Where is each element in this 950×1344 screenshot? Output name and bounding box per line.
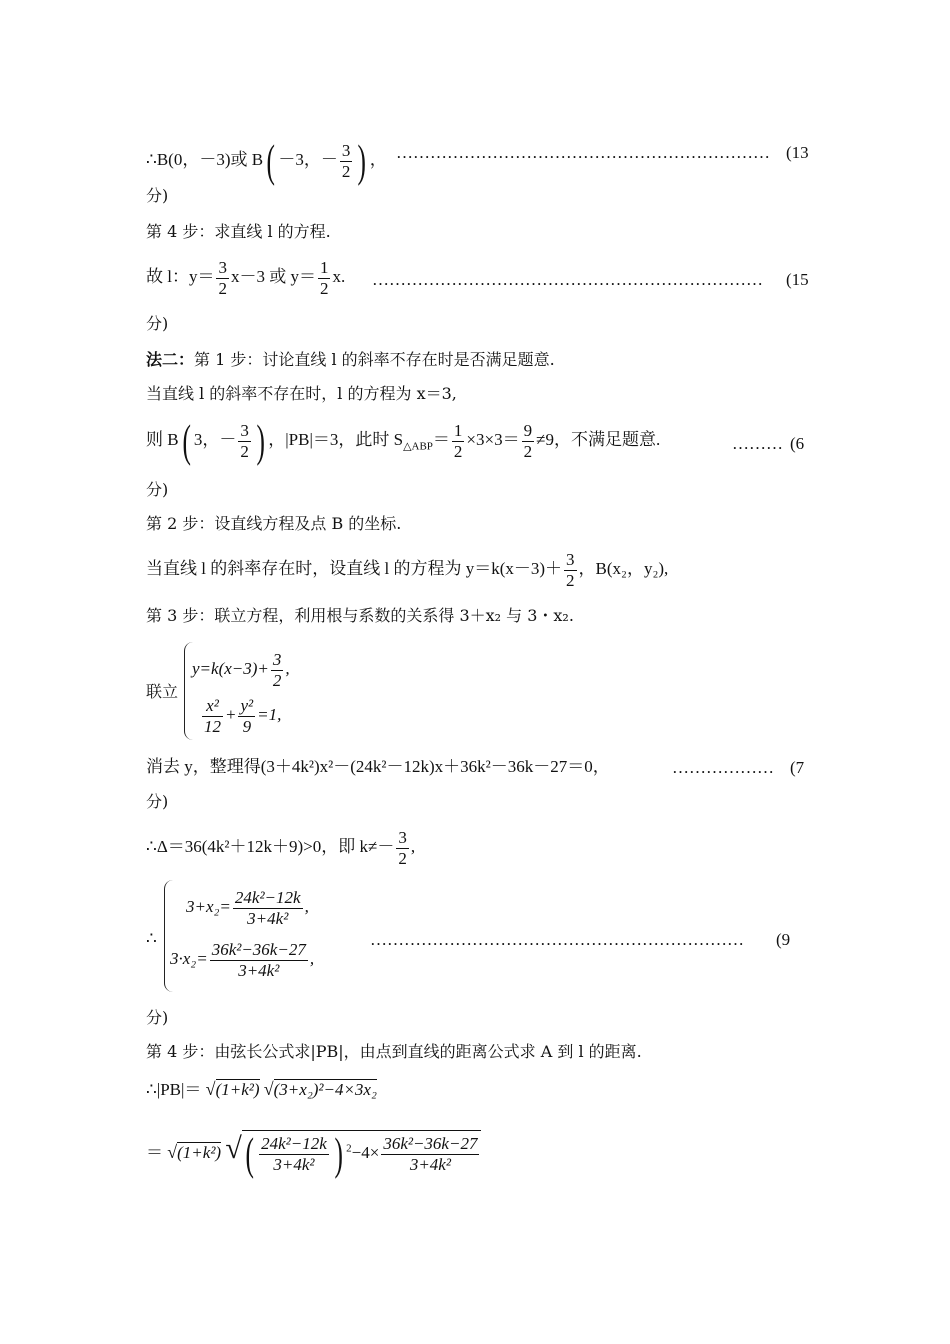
subscript: △ABP — [403, 440, 433, 453]
fraction: $\frac{3}{2}$ — [566, 550, 575, 590]
radicand: (3+x₂)²−4×3x₂ — [273, 1080, 377, 1099]
system-label: 联立 — [146, 682, 179, 701]
leader-dots: ………………………………………………………… — [396, 143, 770, 162]
sqrt-icon: √ — [263, 1079, 274, 1099]
text: 3+x₂= — [186, 896, 231, 916]
leader-dots: ……………… — [672, 758, 774, 777]
line-pb — [146, 1080, 377, 1098]
equation — [170, 940, 314, 980]
text: 第 1 步：讨论直线 l 的斜率不存在时是否满足题意. — [194, 350, 555, 369]
text: , — [410, 836, 416, 856]
line-1: ∴B(0，－3)或 B( －3，－ $\frac{3}{2}$ ) ， — [146, 135, 387, 186]
text: ∴|PB|＝ — [146, 1080, 202, 1099]
score-marker: (15 — [786, 270, 809, 289]
text-line: 当直线 l 的斜率不存在时，l 的方程为 x＝3, — [146, 384, 457, 403]
text: , — [285, 658, 290, 678]
text: －3，－ — [278, 149, 338, 169]
text: −4× — [351, 1142, 380, 1162]
text: x. — [332, 266, 346, 286]
radicand: (1+k²) — [177, 1142, 222, 1162]
fraction: $\frac{\text{24k²−12k}}{\text{3+4k²}}$ — [261, 1133, 327, 1174]
text: 3，－ — [193, 429, 237, 449]
fraction: $\frac{3}{2}$ — [272, 650, 282, 690]
fraction: $\frac{1}{2}$ — [319, 258, 329, 298]
fraction: $\frac{3}{2}$ — [240, 420, 249, 461]
sqrt-icon: √ — [205, 1079, 216, 1099]
text: 当直线 l 的斜率存在时，设直线 l 的方程为 y＝k(x－3)＋ — [146, 558, 563, 578]
score-unit: 分) — [146, 792, 169, 811]
fraction: $\frac{3}{2}$ — [398, 828, 407, 868]
text: x－3 或 y＝ — [230, 266, 316, 286]
text: ＝ — [432, 429, 450, 449]
radicand: ( $\frac{\text{24k²−12k}}{\text{3+4k²}}$ ) $^2$−4× $\frac{\text{36k²−36k−27}}{\text{3+4k²}}$ — [242, 1130, 482, 1177]
text: , — [304, 896, 309, 916]
text: ∴B(0，－3)或 B — [146, 149, 264, 169]
line-discriminant — [146, 828, 415, 868]
sqrt-icon: √ — [225, 1131, 242, 1165]
step-heading: 第 4 步：由弦长公式求|PB|，由点到直线的距离公式求 A 到 l 的距离. — [146, 1042, 642, 1061]
text: y=k(x−3)+ — [192, 658, 269, 678]
line-check: 则 B( 3，－ $\frac{3}{2}$ ) ，|PB|＝3，此时 $S_{\triangle ABP}=$ $\frac{1}{2}$ ×3×3＝ $\frac{9}{2}$ ≠9，不满足题意. — [146, 415, 661, 466]
text: 则 B — [146, 429, 179, 449]
fraction: $\frac{1}{2}$ — [453, 420, 463, 461]
line-pb-expanded — [146, 1130, 481, 1177]
sqrt-icon: √ — [167, 1141, 178, 1162]
text: ＝ — [146, 1142, 163, 1162]
leader-dots: …………………………………………………………… — [372, 270, 763, 289]
text: , — [309, 948, 315, 968]
line-answer — [146, 258, 345, 298]
leader-dots: ………………………………………………………… — [370, 930, 744, 949]
text: ， — [369, 149, 387, 169]
text: 3·x₂= — [170, 948, 208, 968]
text: =1, — [257, 704, 282, 724]
text: ∴Δ＝36(4k²＋12k＋9)>0，即 k≠－ — [146, 836, 395, 856]
text: ≠9，不满足题意. — [536, 429, 661, 449]
fraction: $\frac{\text{36k²−36k−27}}{\text{3+4k²}}$ — [383, 1133, 478, 1174]
text: + — [225, 704, 237, 724]
fraction: $\frac{3}{2}$ — [218, 258, 227, 298]
score-marker: (6 — [790, 434, 805, 453]
system-label: ∴ — [146, 929, 157, 948]
score-marker: (13 — [786, 143, 809, 162]
text: ×3×3＝ — [466, 429, 520, 449]
step-heading: 第 2 步：设直线方程及点 B 的坐标. — [146, 514, 402, 533]
step-heading: 第 4 步：求直线 l 的方程. — [146, 222, 331, 241]
radicand: (1+k²) — [215, 1080, 260, 1099]
equation — [192, 650, 290, 690]
line-setup — [146, 550, 668, 590]
fraction: $\frac{\text{36k²−36k−27}}{\text{3+4k²}}$ — [211, 940, 306, 980]
score-unit: 分) — [146, 186, 169, 205]
text-line: 消去 y，整理得(3＋4k²)x²－(24k²－12k)x＋36k²－36k－27＝0， — [146, 757, 610, 776]
score-unit: 分) — [146, 314, 169, 333]
score-marker: (7 — [790, 758, 805, 777]
fraction: $\frac{\text{24k²−12k}}{\text{3+4k²}}$ — [234, 888, 301, 928]
score-marker: (9 — [776, 930, 791, 949]
text: ，B(x₂，y₂), — [578, 558, 669, 578]
text: ，|PB|＝3，此时 S — [268, 429, 404, 449]
method-heading — [146, 352, 555, 368]
equation — [186, 888, 309, 928]
fraction: $\frac{3}{2}$ — [341, 140, 351, 181]
fraction: $\frac{\text{y²}}{9}$ — [240, 696, 254, 736]
score-unit: 分) — [146, 1008, 169, 1027]
method-label: 法二： — [146, 350, 195, 369]
fraction: $\frac{\text{x²}}{12}$ — [204, 696, 221, 736]
score-unit: 分) — [146, 480, 169, 499]
fraction: $\frac{9}{2}$ — [523, 420, 533, 461]
text: 故 l：y＝ — [146, 266, 215, 286]
equation — [200, 696, 281, 736]
leader-dots: ……… — [732, 434, 783, 453]
step-heading: 第 3 步：联立方程，利用根与系数的关系得 3＋x₂ 与 3・x₂. — [146, 606, 574, 625]
